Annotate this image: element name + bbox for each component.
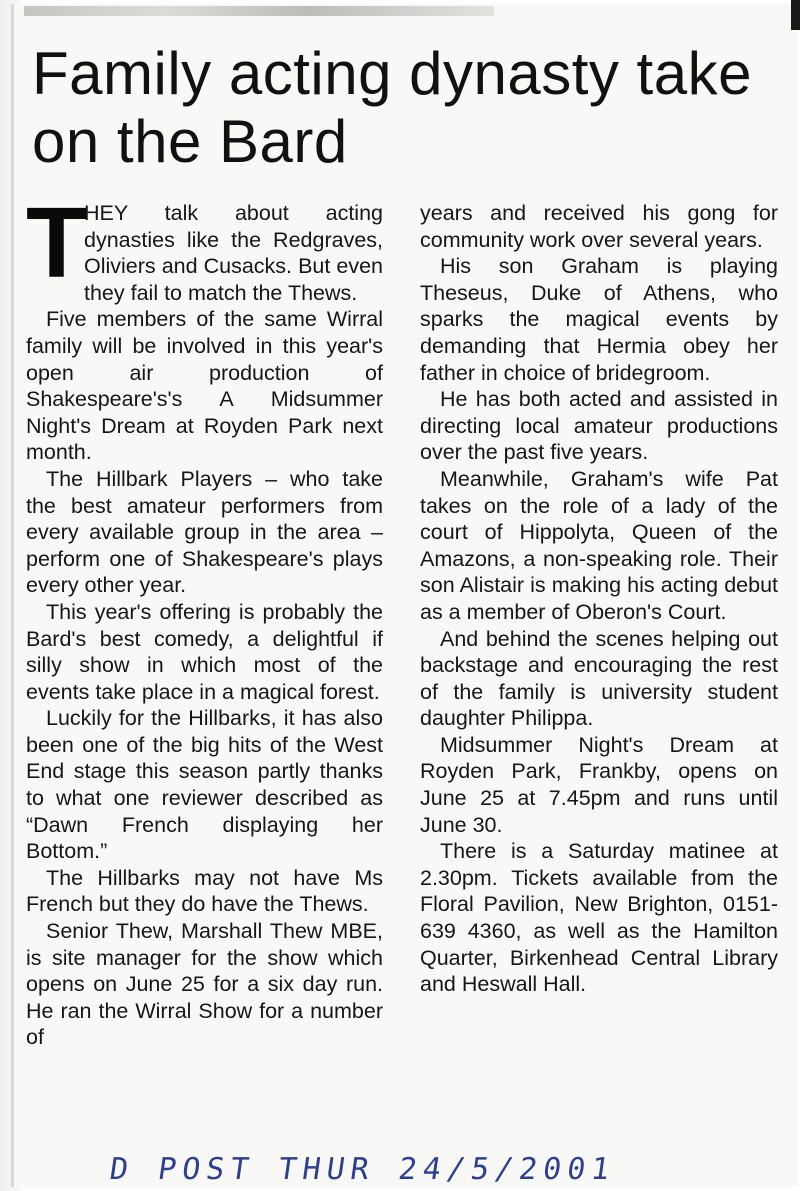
article-paragraph: Luckily for the Hillbarks, it has also been one of the big hits of the West End stage this season partly thanks to what one reviewer described as “Dawn French displaying her Bottom.” [26, 706, 383, 864]
article-paragraph: Meanwhile, Graham's wife Pat takes on the role of a lady of the court of Hippolyta, Queen of the Amazons, a non-speaking role. Their son Alistair is making his acting debut as a member of Oberon's Court. [420, 466, 778, 624]
lead-text: HEY talk about acting dynasties like the Redgraves, Oliviers and Cusacks. But even they fail to match the Thews. [84, 201, 383, 305]
article-paragraph: He has both acted and assisted in directing local amateur productions over the past five years. [420, 387, 778, 465]
column-gutter [400, 205, 401, 1145]
article-paragraph: Midsummer Night's Dream at Royden Park, Frankby, opens on June 25 at 7.45pm and runs until June 30. [420, 732, 778, 837]
article-paragraph: His son Graham is playing Theseus, Duke of Athens, who sparks the magical events by demanding that Hermia obey her father in choice of bridegroom. [420, 254, 778, 385]
article-paragraph: This year's offering is probably the Bard's best comedy, a delightful if silly show in which most of the events take place in a magical forest. [26, 599, 383, 704]
article-paragraph: The Hillbark Players – who take the best amateur performers from every available group in the area – perform one of Shakespeare's plays every other year. [26, 466, 383, 598]
article-paragraph: Five members of the same Wirral family will be involved in this year's open air production of Shakespeare's's A Midsummer Night's Dream at Royden Park next month. [26, 307, 383, 465]
handwritten-date-note: D POST THUR 24/5/2001 [107, 1152, 618, 1187]
article-headline: Family acting dynasty take on the Bard [32, 40, 752, 175]
article-column-right [420, 200, 778, 998]
article-paragraph: The Hillbarks may not have Ms French but they do have the Thews. [26, 865, 383, 917]
article-paragraph: Senior Thew, Marshall Thew MBE, is site manager for the show which opens on June 25 for a six day run. He ran the Wirral Show for a number of [26, 919, 383, 1050]
article-paragraph-lead [26, 187, 383, 306]
article-paragraph: There is a Saturday matinee at 2.30pm. Tickets available from the Floral Pavilion, New Brighton, 0151-639 4360, as well as the Hamilton Quarter, Birkenhead Central Library and Heswall Hall. [420, 839, 778, 997]
torn-top-strip [24, 6, 494, 16]
article-paragraph-continued: years and received his gong for community work over several years. [420, 201, 778, 252]
article-paragraph: And behind the scenes helping out backstage and encouraging the rest of the family is university student daughter Philippa. [420, 626, 778, 731]
drop-cap: T [26, 187, 88, 299]
scan-dark-corner [791, 0, 800, 30]
article-column-left [26, 187, 383, 1051]
